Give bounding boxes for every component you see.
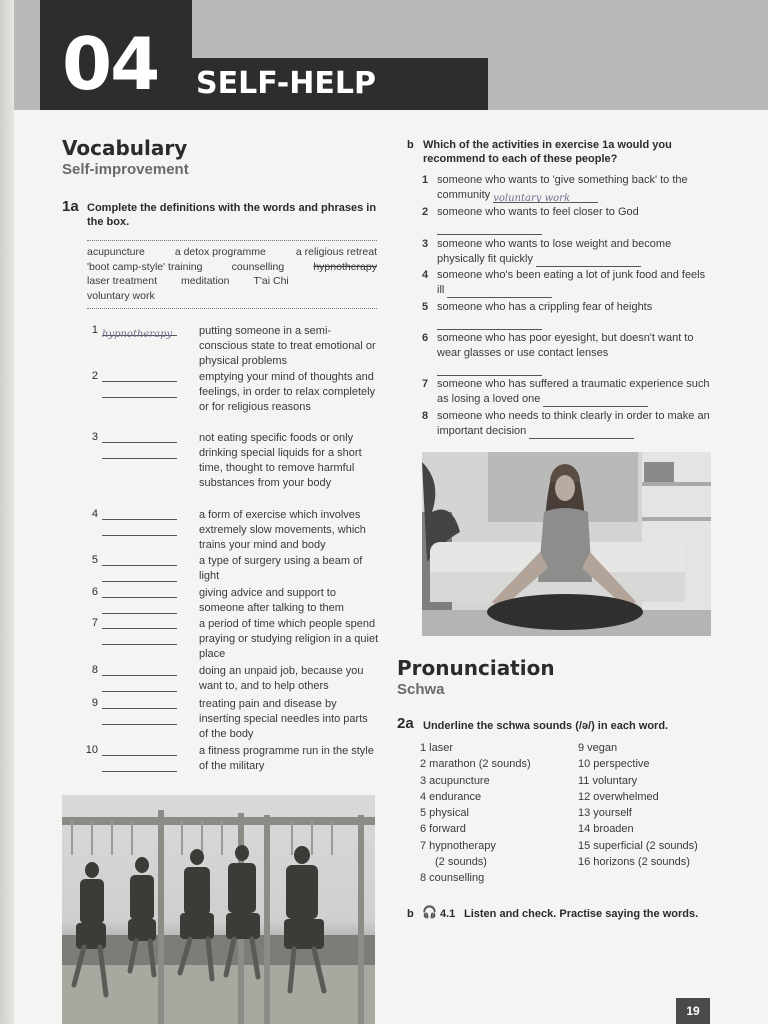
item-number: 4 xyxy=(422,269,429,281)
answer-blank-line-2[interactable] xyxy=(102,680,177,692)
item-number: 7 xyxy=(422,378,429,390)
definition-text: emptying your mind of thoughts and feelings, in order to relax completely or for religious reasons xyxy=(199,371,376,413)
item-text: someone who's been eating a lot of junk food and feels ill xyxy=(437,269,706,296)
unit-number: 04 xyxy=(62,22,159,106)
definition-number: 9 xyxy=(91,697,98,709)
schwa-word: 1 laser xyxy=(420,742,454,754)
box-word: a detox programme xyxy=(174,246,266,258)
schwa-word: 5 physical xyxy=(420,807,469,820)
exercise-2a-instruction: Underline the schwa sounds (/ə/) in each word. xyxy=(423,720,669,732)
definition-text: putting someone in a semi-conscious state to treat emotional or physical problems xyxy=(199,325,376,367)
answer-blank[interactable] xyxy=(102,554,177,566)
schwa-word: 6 forward xyxy=(420,823,466,836)
answer-blank[interactable] xyxy=(437,318,542,330)
definition-text: not eating specific foods or only drinking special liquids for a short time, thought to remove harmful substances from your body xyxy=(199,432,362,489)
answer-blank-line-2[interactable] xyxy=(102,447,177,459)
schwa-word: (2 sounds) xyxy=(435,856,487,869)
item-text: someone who has poor eyesight, but doesn't want to wear glasses or use contact lenses xyxy=(437,332,694,359)
definition-text: a period of time which people spend praying or studying religion in a quiet place xyxy=(199,618,379,660)
definition-text: doing an unpaid job, because you want to, and to help others xyxy=(199,665,364,692)
answer-blank[interactable] xyxy=(102,324,177,340)
schwa-word: 8 counselling xyxy=(420,872,485,885)
schwa-word: 15 superficial (2 sounds) xyxy=(578,839,698,852)
word-box-bottom-border xyxy=(87,308,377,309)
exercise-1b-item xyxy=(422,331,712,376)
exercise-2a-number: 2a xyxy=(397,715,414,732)
answer-blank-line-2[interactable] xyxy=(102,760,177,772)
word-box xyxy=(87,245,382,303)
meditation-photo xyxy=(422,452,711,636)
definition-number: 6 xyxy=(91,586,98,598)
schwa-word: 2 marathon (2 sounds) xyxy=(420,758,531,771)
definition-text: treating pain and disease by inserting special needles into parts of the body xyxy=(199,698,368,740)
answer-blank[interactable] xyxy=(102,586,177,598)
exercise-1a-instruction: Complete the definitions with the words and phrases in the box. xyxy=(87,202,377,228)
definition-number: 2 xyxy=(91,370,98,382)
exercise-1a-number: 1a xyxy=(62,198,79,215)
exercise-1b-item xyxy=(422,268,712,298)
definition-text: a form of exercise which involves extremely slow movements, which trains your mind and body xyxy=(199,509,366,551)
vocabulary-title: Vocabulary xyxy=(62,136,188,160)
schwa-word: 10 perspective xyxy=(578,758,650,771)
unit-title: SELF-HELP xyxy=(196,66,376,101)
answer-blank-line-2[interactable] xyxy=(102,524,177,536)
answer-blank[interactable] xyxy=(102,664,177,676)
answer-blank[interactable] xyxy=(102,370,177,382)
page-spine xyxy=(0,0,14,1024)
exercise-1b-item xyxy=(422,377,712,407)
definition-number: 1 xyxy=(91,324,98,336)
answer-blank[interactable] xyxy=(536,255,641,267)
answer-blank-line-2[interactable] xyxy=(102,713,177,725)
definition-number: 10 xyxy=(85,744,98,756)
item-number: 2 xyxy=(422,206,429,218)
answer-blank-line-2[interactable] xyxy=(102,602,177,614)
item-text: someone who wants to feel closer to God xyxy=(437,206,639,218)
box-word: laser treatment xyxy=(87,275,158,287)
exercise-2b-label: b xyxy=(407,908,414,920)
exercise-1b-instruction: Which of the activities in exercise 1a would you recommend to each of these people? xyxy=(423,139,672,165)
answer-blank[interactable] xyxy=(102,508,177,520)
box-word-used: hypnotherapy xyxy=(313,260,377,273)
answer-blank[interactable] xyxy=(102,617,177,629)
box-word: T'ai Chi xyxy=(253,275,289,287)
schwa-word: 13 yourself xyxy=(578,807,632,820)
item-text: someone who has a crippling fear of heights xyxy=(437,301,653,313)
box-word: a religious retreat xyxy=(295,246,377,258)
page-number: 19 xyxy=(676,998,710,1024)
schwa-words-right xyxy=(578,740,698,870)
answer-blank-line-2[interactable] xyxy=(102,633,177,645)
definition-number: 3 xyxy=(91,431,98,443)
answer-blank-line-2[interactable] xyxy=(102,570,177,582)
answer-blank[interactable] xyxy=(529,427,634,439)
box-word: voluntary work xyxy=(87,289,155,302)
boot-camp-training-photo xyxy=(62,795,375,1024)
schwa-word: 9 vegan xyxy=(578,742,618,754)
answer-blank[interactable] xyxy=(447,286,552,298)
item-number: 5 xyxy=(422,301,429,313)
item-number: 8 xyxy=(422,410,429,422)
item-text: someone who has suffered a traumatic experience such as losing a loved one xyxy=(437,378,710,405)
item-text: someone who wants to lose weight and become physically fit quickly xyxy=(437,238,672,265)
schwa-word: 16 horizons (2 sounds) xyxy=(578,856,690,869)
handwritten-answer: hypnotherapy xyxy=(102,329,173,340)
schwa-word: 12 overwhelmed xyxy=(578,790,659,803)
definition-text: giving advice and support to someone after talking to them xyxy=(199,587,344,614)
schwa-word: 3 acupuncture xyxy=(420,774,490,787)
pronunciation-subtitle: Schwa xyxy=(397,681,445,698)
answer-blank[interactable] xyxy=(543,395,648,407)
schwa-word: 7 hypnotherapy xyxy=(420,839,496,852)
definition-text: a fitness programme run in the style of the military xyxy=(199,745,374,772)
box-word: acupuncture xyxy=(87,246,145,258)
answer-blank-line-2[interactable] xyxy=(102,386,177,398)
item-number: 3 xyxy=(422,238,429,250)
definition-number: 5 xyxy=(91,554,98,566)
definition-number: 8 xyxy=(91,664,98,676)
item-text: someone who wants to 'give something back' to the community xyxy=(437,174,688,201)
vocabulary-subtitle: Self-improvement xyxy=(62,161,189,178)
item-text: someone who needs to think clearly in order to make an important decision xyxy=(437,410,710,437)
schwa-word: 4 endurance xyxy=(420,790,482,803)
schwa-words-left xyxy=(420,740,531,887)
answer-blank[interactable] xyxy=(437,223,542,235)
handwritten-answer: voluntary work xyxy=(493,193,571,204)
answer-blank[interactable] xyxy=(102,697,177,709)
box-word: meditation xyxy=(181,275,230,287)
audio-track-number: 4.1 xyxy=(440,908,456,920)
definition-number: 7 xyxy=(91,617,98,629)
pronunciation-title: Pronunciation xyxy=(397,656,555,680)
item-number: 1 xyxy=(422,174,429,186)
exercise-1b-item xyxy=(422,300,712,330)
answer-blank[interactable] xyxy=(102,744,177,756)
item-number: 6 xyxy=(422,332,429,344)
exercise-1b-label: b xyxy=(407,139,414,151)
schwa-word: 11 voluntary xyxy=(578,774,638,787)
box-word: counselling xyxy=(231,260,285,273)
schwa-word: 14 broaden xyxy=(578,823,634,836)
answer-blank[interactable] xyxy=(437,364,542,376)
answer-blank[interactable] xyxy=(493,191,598,203)
exercise-1b-item xyxy=(422,205,712,235)
definition-number: 4 xyxy=(91,508,98,520)
word-box-top-border xyxy=(87,240,377,241)
definition-text: a type of surgery using a beam of light xyxy=(199,555,363,582)
exercise-1b-item xyxy=(422,173,712,203)
exercise-2b-instruction: Listen and check. Practise saying the words. xyxy=(464,908,699,920)
answer-blank[interactable] xyxy=(102,431,177,443)
box-word: 'boot camp-style' training xyxy=(87,260,203,273)
exercise-1b-item xyxy=(422,237,712,267)
exercise-1b-item xyxy=(422,409,712,439)
headphones-icon: 🎧 xyxy=(422,905,437,919)
